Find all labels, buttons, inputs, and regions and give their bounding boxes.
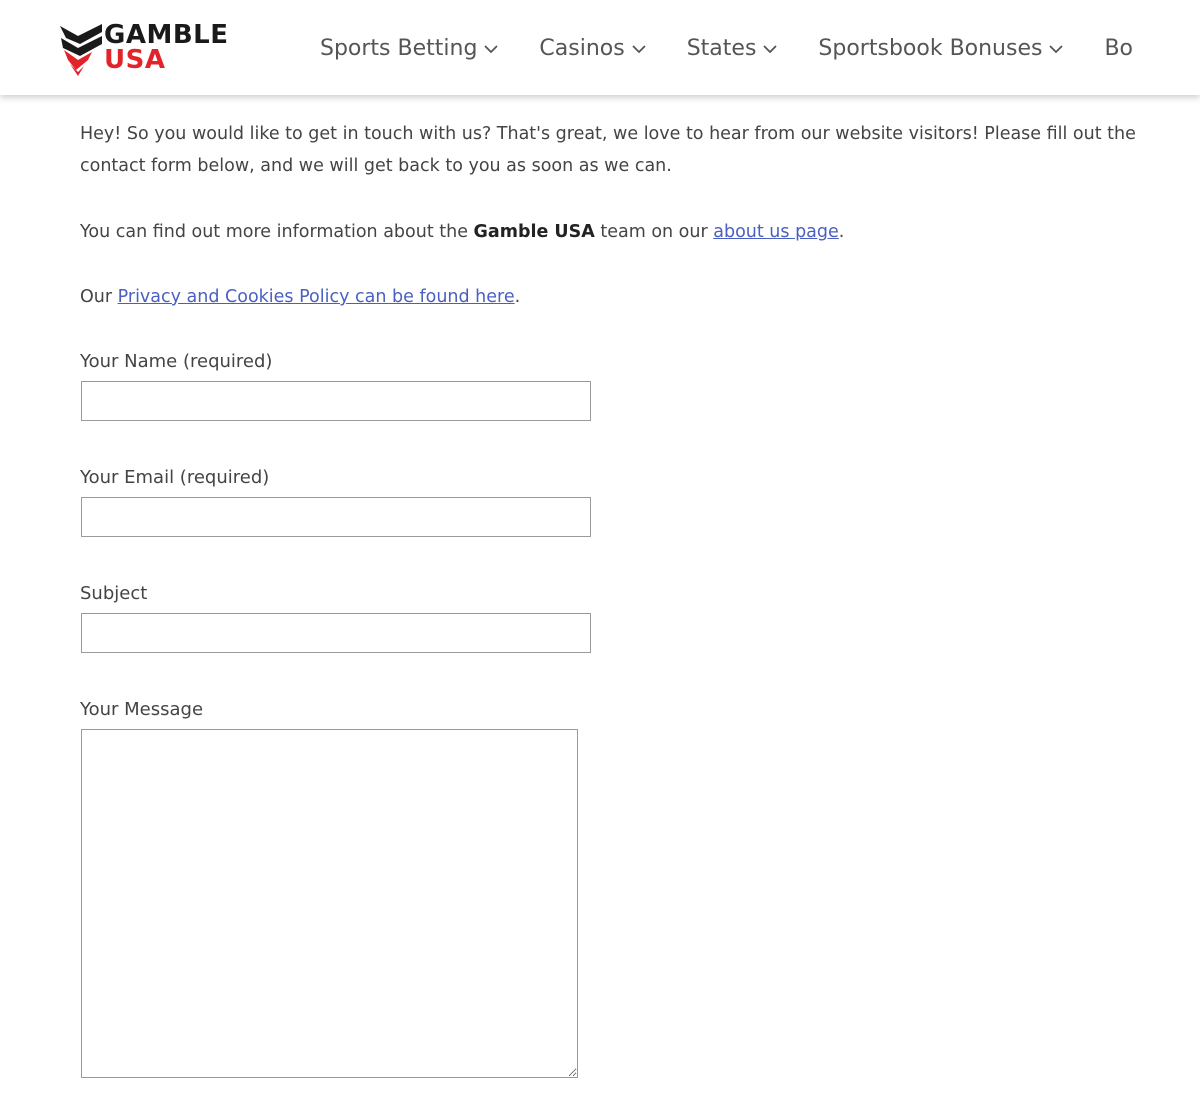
site-header — [0, 0, 1200, 95]
shield-flag-icon — [58, 20, 106, 78]
nav-item-casinos[interactable] — [539, 33, 646, 65]
nav-item-sportsbook-bonuses[interactable] — [818, 33, 1064, 65]
privacy-text-before: Our — [80, 287, 118, 307]
nav-item-label: Casinos — [539, 36, 625, 61]
email-label: Your Email (required) — [80, 467, 270, 488]
logo-text-gamble: GAMBLE — [104, 20, 229, 50]
message-textarea[interactable] — [81, 729, 578, 1078]
nav-item-label: Sports Betting — [320, 36, 478, 61]
nav-item-label: States — [686, 36, 757, 61]
nav-item-label: Sportsbook Bonuses — [818, 36, 1043, 61]
subject-input[interactable] — [81, 613, 591, 653]
main-nav — [320, 33, 1173, 65]
message-label: Your Message — [80, 699, 204, 720]
team-text-end: . — [838, 222, 845, 242]
intro-paragraph: Hey! So you would like to get in touch with us? That's great, we love to hear from our website visitors! Please fill out the contact form below, and we will get back to you as soon as we can. — [80, 124, 1136, 176]
nav-item-states[interactable] — [687, 33, 779, 65]
gamble-usa-logo[interactable] — [58, 20, 248, 78]
team-name: Gamble USA — [473, 222, 595, 242]
name-input[interactable] — [81, 381, 591, 421]
privacy-policy-link[interactable]: Privacy and Cookies Policy can be found here — [117, 287, 515, 307]
nav-item-bo[interactable] — [1104, 33, 1133, 65]
privacy-paragraph — [80, 281, 520, 313]
nav-item-label: Bo — [1104, 36, 1134, 61]
chevron-down-icon — [1048, 43, 1064, 55]
chevron-down-icon — [631, 43, 647, 55]
email-input[interactable] — [81, 497, 591, 537]
logo-text-usa: USA — [104, 45, 166, 75]
team-paragraph — [80, 216, 844, 248]
team-text-before: You can find out more information about the — [80, 222, 474, 242]
chevron-down-icon — [483, 43, 499, 55]
team-text-after: team on our — [594, 222, 714, 242]
chevron-down-icon — [762, 43, 778, 55]
nav-item-sports-betting[interactable] — [320, 33, 499, 65]
about-us-link[interactable]: about us page — [713, 222, 839, 242]
name-label: Your Name (required) — [80, 351, 273, 372]
privacy-text-end: . — [514, 287, 521, 307]
subject-label: Subject — [80, 583, 148, 604]
